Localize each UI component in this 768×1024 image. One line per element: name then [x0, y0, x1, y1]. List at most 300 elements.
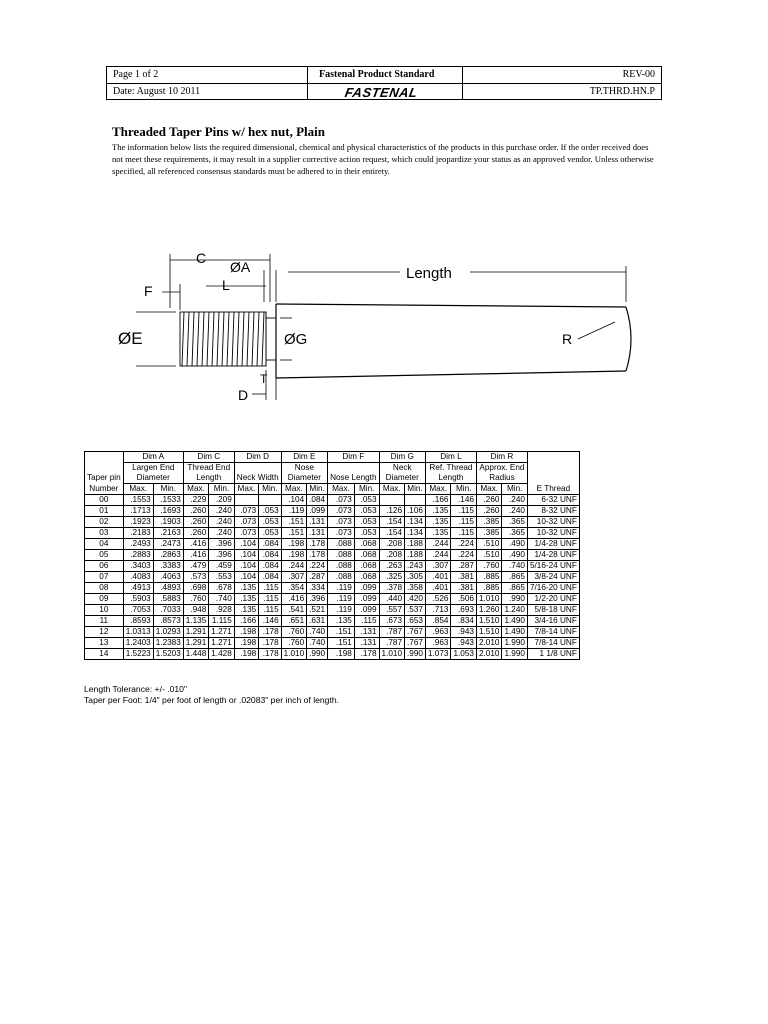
dimension-value: .3403	[123, 561, 153, 572]
dimension-value: .178	[307, 539, 328, 550]
dimension-value	[379, 495, 405, 506]
dimension-value: .573	[183, 572, 209, 583]
dimension-value: .240	[209, 528, 235, 539]
taper-pin-number: 13	[85, 638, 124, 649]
dimension-value: .224	[307, 561, 328, 572]
dimension-value: 1.271	[209, 627, 235, 638]
thread-size: 8-32 UNF	[527, 506, 579, 517]
dimension-value: .135	[425, 528, 451, 539]
page-title: Threaded Taper Pins w/ hex nut, Plain	[112, 124, 325, 139]
thread-size: 10-32 UNF	[527, 528, 579, 539]
pin-body	[276, 304, 631, 378]
taper-pin-label: Taper pin	[85, 473, 124, 484]
dimension-value: .631	[307, 616, 328, 627]
dimension-value: .2473	[153, 539, 183, 550]
dimension-value: .263	[379, 561, 405, 572]
dimension-value: 1.271	[209, 638, 235, 649]
dim-desc	[234, 463, 281, 474]
dimension-value: .240	[209, 517, 235, 528]
dimension-value: .4063	[153, 572, 183, 583]
dimension-value: .198	[234, 638, 258, 649]
table-row	[85, 572, 580, 583]
table-header-desc2	[85, 473, 580, 484]
dimension-value: 1.5203	[153, 649, 183, 660]
dimension-value: .134	[405, 517, 426, 528]
dimension-value: .084	[259, 561, 281, 572]
dimension-table	[84, 451, 580, 660]
label-d: D	[238, 387, 249, 403]
dim-desc: Radius	[476, 473, 527, 484]
taper-pin-number: 11	[85, 616, 124, 627]
table-row	[85, 627, 580, 638]
taper-pin-number: 12	[85, 627, 124, 638]
dimension-value: .106	[405, 506, 426, 517]
taper-pin-number: 00	[85, 495, 124, 506]
dimension-value: .4083	[123, 572, 153, 583]
dimension-value: .084	[259, 539, 281, 550]
dimension-value: .260	[183, 517, 209, 528]
dimension-value: .963	[425, 627, 451, 638]
dimension-value: .307	[281, 572, 307, 583]
dimension-value: .053	[354, 517, 379, 528]
dimension-value: .166	[425, 495, 451, 506]
dimension-value: .354	[281, 583, 307, 594]
dimension-value: .885	[476, 583, 502, 594]
min-label: Min.	[259, 484, 281, 495]
dimension-value: .115	[259, 583, 281, 594]
taper-pin-number: 04	[85, 539, 124, 550]
dimension-value: .119	[328, 594, 355, 605]
dimension-value: .334	[307, 583, 328, 594]
dimension-value: .526	[425, 594, 451, 605]
table-body	[85, 495, 580, 660]
taper-pin-number: 08	[85, 583, 124, 594]
table-row	[85, 649, 580, 660]
dimension-value: .146	[451, 495, 477, 506]
dimension-value: .510	[476, 550, 502, 561]
dim-r-header: Dim R	[476, 452, 527, 463]
dimension-value: 1.073	[425, 649, 451, 660]
dimension-value: .1713	[123, 506, 153, 517]
dimension-value: .1693	[153, 506, 183, 517]
dimension-value: .787	[379, 627, 405, 638]
dimension-value: .3383	[153, 561, 183, 572]
dimension-value: 1.010	[476, 594, 502, 605]
taper-pin-number: 02	[85, 517, 124, 528]
dimension-value: .068	[354, 539, 379, 550]
label-c: C	[196, 250, 207, 266]
dimension-value: .208	[379, 550, 405, 561]
dim-c-header: Dim C	[183, 452, 234, 463]
dimension-value: .260	[476, 495, 502, 506]
table-row	[85, 506, 580, 517]
dim-desc: Nose Length	[328, 473, 379, 484]
label-a: ØA	[230, 259, 251, 275]
max-label: Max.	[328, 484, 355, 495]
dim-desc: Length	[425, 473, 476, 484]
dimension-value: .767	[405, 638, 426, 649]
dimension-value	[405, 495, 426, 506]
dimension-value: .2493	[123, 539, 153, 550]
taper-pin-number: 10	[85, 605, 124, 616]
dim-desc	[328, 463, 379, 474]
header-divider	[307, 67, 308, 99]
taper-pin-number: 01	[85, 506, 124, 517]
max-label: Max.	[234, 484, 258, 495]
dimension-value: 1.490	[502, 616, 528, 627]
table-row	[85, 528, 580, 539]
table-header-maxmin	[85, 484, 580, 495]
dimension-value: .865	[502, 583, 528, 594]
dimension-value: .151	[328, 627, 355, 638]
dimension-value: .104	[234, 561, 258, 572]
document-id: TP.THRD.HN.P	[589, 86, 655, 97]
dimension-value: 1.010	[379, 649, 405, 660]
thread-section	[180, 312, 276, 366]
table-row	[85, 539, 580, 550]
dimension-value: .854	[425, 616, 451, 627]
taper-pin-number: 06	[85, 561, 124, 572]
thread-column-header: E Thread	[527, 484, 579, 495]
dim-d-header: Dim D	[234, 452, 281, 463]
dimension-value: .131	[307, 517, 328, 528]
dimension-value: .760	[281, 627, 307, 638]
dimension-value: .088	[328, 550, 355, 561]
dimension-value: .401	[425, 583, 451, 594]
dimension-value: .5883	[153, 594, 183, 605]
dimension-value: .073	[328, 517, 355, 528]
dimension-value: .243	[405, 561, 426, 572]
dimension-value: .099	[354, 594, 379, 605]
dimension-value: .151	[281, 528, 307, 539]
table-row	[85, 616, 580, 627]
dimension-value: 1.448	[183, 649, 209, 660]
dimension-value: .740	[502, 561, 528, 572]
dimension-value: .131	[354, 638, 379, 649]
taper-pin-drawing	[110, 238, 670, 413]
table-row	[85, 495, 580, 506]
max-label: Max.	[379, 484, 405, 495]
dimension-value: 1.510	[476, 616, 502, 627]
thread-size: 1/4-28 UNF	[527, 539, 579, 550]
taper-pin-number: 07	[85, 572, 124, 583]
max-label: Max.	[281, 484, 307, 495]
thread-size: 7/8-14 UNF	[527, 638, 579, 649]
thread-size: 10-32 UNF	[527, 517, 579, 528]
dimension-value: .760	[183, 594, 209, 605]
dim-g-header: Dim G	[379, 452, 425, 463]
dimension-value: .506	[451, 594, 477, 605]
dimension-value: .178	[259, 649, 281, 660]
dimension-value: .198	[281, 539, 307, 550]
dimension-value: .073	[234, 528, 258, 539]
dimension-value: .4893	[153, 583, 183, 594]
taper-pin-number: 03	[85, 528, 124, 539]
dimension-value: .198	[281, 550, 307, 561]
min-label: Min.	[209, 484, 235, 495]
dimension-value: .7053	[123, 605, 153, 616]
dimension-value: .698	[183, 583, 209, 594]
dimension-value: .178	[307, 550, 328, 561]
dimension-value: .104	[234, 550, 258, 561]
dimension-value: .178	[259, 638, 281, 649]
dimension-value: 1.010	[281, 649, 307, 660]
dimension-value: .948	[183, 605, 209, 616]
dimension-value: .767	[405, 627, 426, 638]
dimension-value: .198	[328, 649, 355, 660]
dimension-value: .088	[328, 539, 355, 550]
dimension-value: .244	[281, 561, 307, 572]
dimension-value: .073	[328, 528, 355, 539]
standard-name: Fastenal Product Standard	[319, 69, 435, 80]
dimension-value: .229	[183, 495, 209, 506]
dimension-value: .068	[354, 572, 379, 583]
dimension-value: 1.135	[183, 616, 209, 627]
dimension-value: .135	[234, 583, 258, 594]
dimension-value: .307	[425, 561, 451, 572]
dimension-value: .653	[405, 616, 426, 627]
dimension-value: .240	[502, 495, 528, 506]
revision: REV-00	[622, 69, 655, 80]
min-label: Min.	[405, 484, 426, 495]
dimension-value: .224	[451, 550, 477, 561]
dimension-value: .115	[451, 506, 477, 517]
dimension-lines	[136, 254, 626, 400]
dim-desc: Ref. Thread	[425, 463, 476, 474]
dim-desc: Approx. End	[476, 463, 527, 474]
dimension-value: 1.053	[451, 649, 477, 660]
dim-desc: Diameter	[123, 473, 183, 484]
dim-e-header: Dim E	[281, 452, 327, 463]
dimension-value: .073	[328, 495, 355, 506]
dimension-value: .401	[425, 572, 451, 583]
label-length: Length	[406, 265, 452, 282]
dimension-value: .135	[425, 517, 451, 528]
dimension-value: 1.2383	[153, 638, 183, 649]
dimension-value: .865	[502, 572, 528, 583]
min-label: Min.	[502, 484, 528, 495]
dimension-value: .678	[209, 583, 235, 594]
dimension-value: .084	[307, 495, 328, 506]
dimension-value: .115	[451, 528, 477, 539]
dimension-value: .099	[354, 583, 379, 594]
dimension-value: .990	[502, 594, 528, 605]
dimension-value: 1.260	[476, 605, 502, 616]
dim-desc: Neck	[379, 463, 425, 474]
dim-l-header: Dim L	[425, 452, 476, 463]
dimension-value: .084	[259, 550, 281, 561]
dimension-value: .115	[354, 616, 379, 627]
dimension-value: 2.010	[476, 649, 502, 660]
dimension-value: .787	[379, 638, 405, 649]
dimension-value: .378	[379, 583, 405, 594]
intro-paragraph: The information below lists the required dimensional, chemical and physical characteristics of the products in this purchase order. If the order received does not meet these requirements, it may result in a supplier corrective action request, which could jeopardize your status as an approved vendor. Unless otherwise specified, all referenced consensus standards must be adhered to in their entirety.	[112, 142, 654, 176]
dimension-value: .151	[328, 638, 355, 649]
dimension-value: .119	[281, 506, 307, 517]
dimension-value: .260	[476, 506, 502, 517]
page-number: Page 1 of 2	[113, 69, 159, 80]
taper-pin-number: 14	[85, 649, 124, 660]
dim-a-header: Dim A	[123, 452, 183, 463]
dimension-value: .365	[502, 517, 528, 528]
dimension-value: .760	[281, 638, 307, 649]
dimension-value: .224	[451, 539, 477, 550]
dim-desc: Diameter	[379, 473, 425, 484]
dimension-value: .693	[451, 605, 477, 616]
dimension-value: .885	[476, 572, 502, 583]
label-r: R	[562, 331, 573, 347]
table-row	[85, 561, 580, 572]
dimension-value: .240	[502, 506, 528, 517]
dimension-value: .053	[259, 506, 281, 517]
dimension-value: .713	[425, 605, 451, 616]
dimension-value: .521	[307, 605, 328, 616]
dimension-value: .2863	[153, 550, 183, 561]
dimension-value: .135	[425, 506, 451, 517]
dimension-value: .416	[183, 539, 209, 550]
dimension-value: 1.490	[502, 627, 528, 638]
dimension-value: .134	[405, 528, 426, 539]
dimension-value: .053	[259, 517, 281, 528]
dimension-value: .260	[183, 506, 209, 517]
table-header-desc1	[85, 463, 580, 474]
dimension-value: .2183	[123, 528, 153, 539]
header-divider	[462, 67, 463, 99]
thread-size: 1 1/8 UNF	[527, 649, 579, 660]
dimension-value: 1.510	[476, 627, 502, 638]
dimension-value: .073	[234, 506, 258, 517]
thread-size: 6-32 UNF	[527, 495, 579, 506]
thread-size: 5/16-24 UNF	[527, 561, 579, 572]
dimension-value: .209	[209, 495, 235, 506]
dimension-value: .490	[502, 539, 528, 550]
dimension-value: .8573	[153, 616, 183, 627]
dimension-value: .053	[354, 495, 379, 506]
dimension-value: .287	[307, 572, 328, 583]
dimension-value: .740	[209, 594, 235, 605]
dimension-value: .4913	[123, 583, 153, 594]
dimension-value: 1.0293	[153, 627, 183, 638]
dimension-value: .420	[405, 594, 426, 605]
dimension-value: .115	[259, 594, 281, 605]
dimension-value: .146	[259, 616, 281, 627]
dimension-value: .440	[379, 594, 405, 605]
thread-size: 5/8-18 UNF	[527, 605, 579, 616]
document-header	[106, 66, 662, 100]
dimension-value: .053	[354, 528, 379, 539]
dimension-value: .943	[451, 638, 477, 649]
dimension-value: .459	[209, 561, 235, 572]
dimension-value: .104	[234, 539, 258, 550]
table-row	[85, 594, 580, 605]
dimension-value: .537	[405, 605, 426, 616]
min-label: Min.	[451, 484, 477, 495]
dimension-value: .068	[354, 561, 379, 572]
dimension-value: .119	[328, 605, 355, 616]
label-t: T	[260, 372, 268, 386]
fastenal-logo: FASTENAL	[343, 85, 419, 100]
dimension-value: .7033	[153, 605, 183, 616]
dimension-value: .073	[328, 506, 355, 517]
dimension-value: .834	[451, 616, 477, 627]
max-label: Max.	[183, 484, 209, 495]
dimension-value: 1.291	[183, 638, 209, 649]
dimension-value: .358	[405, 583, 426, 594]
label-g: ØG	[284, 331, 308, 348]
dimension-value: .990	[307, 649, 328, 660]
dimension-value: .760	[476, 561, 502, 572]
dimension-value: .1553	[123, 495, 153, 506]
dimension-value: .381	[451, 583, 477, 594]
length-tolerance-note: Length Tolerance: +/- .010"	[84, 684, 187, 694]
dimension-value: .928	[209, 605, 235, 616]
thread-size: 7/8-14 UNF	[527, 627, 579, 638]
dimension-value: .2163	[153, 528, 183, 539]
dimension-value: .115	[259, 605, 281, 616]
dimension-value: .325	[379, 572, 405, 583]
dimension-value: .490	[502, 550, 528, 561]
dim-desc: Thread End	[183, 463, 234, 474]
dimension-value: .673	[379, 616, 405, 627]
min-label: Min.	[354, 484, 379, 495]
thread-size: 3/8-24 UNF	[527, 572, 579, 583]
dimension-value: .053	[354, 506, 379, 517]
dimension-value: .416	[281, 594, 307, 605]
dimension-value: .8593	[123, 616, 153, 627]
dimension-value: .385	[476, 517, 502, 528]
notes	[84, 684, 339, 706]
dimension-value: .553	[209, 572, 235, 583]
dimension-value: .381	[451, 572, 477, 583]
dimension-value: .135	[234, 605, 258, 616]
dimension-value: .416	[183, 550, 209, 561]
dimension-value: .084	[259, 572, 281, 583]
thread-size: 1/2-20 UNF	[527, 594, 579, 605]
dimension-value: .188	[405, 539, 426, 550]
dimension-value: .244	[425, 539, 451, 550]
dimension-value: .166	[234, 616, 258, 627]
dimension-value: .073	[234, 517, 258, 528]
dimension-value: 1.0313	[123, 627, 153, 638]
dimension-value: .154	[379, 528, 405, 539]
dimension-value: .088	[328, 572, 355, 583]
dimension-value: .541	[281, 605, 307, 616]
max-label: Max.	[425, 484, 451, 495]
dimension-value: .943	[451, 627, 477, 638]
dimension-value: 1.428	[209, 649, 235, 660]
dim-desc: Diameter	[281, 473, 327, 484]
dimension-value: .305	[405, 572, 426, 583]
dimension-value: .1533	[153, 495, 183, 506]
dimension-value: .135	[328, 616, 355, 627]
dimension-value: .2883	[123, 550, 153, 561]
table-row	[85, 605, 580, 616]
dimension-value: .260	[183, 528, 209, 539]
dimension-value: .154	[379, 517, 405, 528]
dimension-value: 1.291	[183, 627, 209, 638]
thread-size: 1/4-28 UNF	[527, 550, 579, 561]
dimension-value: .131	[354, 627, 379, 638]
dimension-value: .053	[259, 528, 281, 539]
min-label: Min.	[153, 484, 183, 495]
taper-note: Taper per Foot: 1/4" per foot of length or .02083" per inch of length.	[84, 695, 340, 705]
dimension-value: 1.990	[502, 649, 528, 660]
min-label: Min.	[307, 484, 328, 495]
dimension-value: .396	[307, 594, 328, 605]
dimension-value: .651	[281, 616, 307, 627]
max-label: Max.	[123, 484, 153, 495]
dimension-value: .990	[405, 649, 426, 660]
